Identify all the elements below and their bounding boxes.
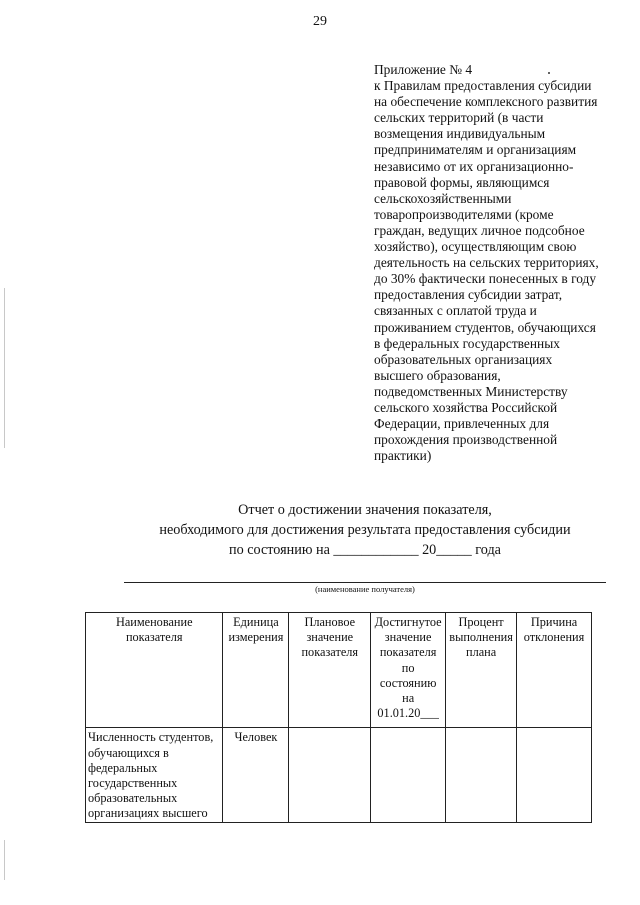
- annex-line: предоставления субсидии затрат,: [374, 287, 563, 303]
- header-percent: Процент выполнения плана: [446, 613, 517, 728]
- annex-line: Федерации, привлеченных для: [374, 416, 550, 432]
- report-title-line: необходимого для достижения результата предоставления субсидии: [159, 522, 571, 538]
- annex-line: деятельность на сельских территориях,: [374, 255, 599, 271]
- annex-line: сельских территорий (в части: [374, 110, 544, 126]
- annex-line: прохождения производственной: [374, 432, 558, 448]
- annex-line: граждан, ведущих личное подсобное: [374, 222, 585, 238]
- annex-line: связанных с оплатой труда и: [374, 303, 537, 319]
- annex-line: правовой формы, являющимся: [374, 174, 550, 190]
- annex-line: сельскохозяйственными: [374, 190, 512, 206]
- annex-title: Приложение № 4: [374, 62, 473, 77]
- annex-line: подведомственных Министерству: [374, 383, 568, 399]
- scan-edge-mark: [4, 288, 5, 448]
- annex-line: хозяйство), осуществляющим свою: [374, 239, 577, 255]
- annex-line: на обеспечение комплексного развития: [374, 94, 598, 110]
- cell-percent: [446, 728, 517, 822]
- header-achieved-value: Достигнутое значение показателя по состоянию на 01.01.20___: [371, 613, 446, 728]
- header-unit: Единица измерения: [223, 613, 289, 728]
- page-number: 29: [313, 14, 327, 29]
- cell-unit: Человек: [223, 728, 289, 822]
- annex-line: в федеральных государственных: [374, 335, 560, 351]
- annex-line: возмещения индивидуальным: [374, 126, 546, 142]
- indicator-table: [85, 612, 592, 823]
- header-planned-value: Плановое значение показателя: [289, 613, 371, 728]
- scan-edge-mark: [4, 840, 5, 880]
- cell-deviation-reason: [517, 728, 592, 822]
- recipient-caption: (наименование получателя): [315, 584, 415, 594]
- table-row: [86, 728, 592, 822]
- annex-line: к Правилам предоставления субсидии: [374, 78, 592, 94]
- annex-line: независимо от их организационно-: [374, 158, 574, 174]
- annex-line: проживанием студентов, обучающихся: [374, 319, 596, 335]
- annex-line: образовательных организациях: [374, 351, 553, 367]
- report-title-line: Отчет о достижении значения показателя,: [238, 502, 492, 518]
- annex-line: практики): [374, 448, 432, 464]
- cell-planned-value: [289, 728, 371, 822]
- cell-indicator-name: Численность студентов, обучающихся в федеральных государственных образовательных организациях высшего: [86, 728, 223, 822]
- annex-line: до 30% фактически понесенных в году: [374, 271, 597, 287]
- annex-line: товаропроизводителями (кроме: [374, 206, 554, 222]
- annex-line: сельского хозяйства Российской: [374, 399, 558, 415]
- cell-achieved-value: [371, 728, 446, 822]
- recipient-name-field: [124, 582, 606, 594]
- header-deviation-reason: Причина отклонения: [517, 613, 592, 728]
- report-date-line: по состоянию на ____________ 20_____ года: [229, 542, 501, 558]
- header-indicator-name: Наименование показателя: [86, 613, 223, 728]
- table-header-row: [86, 613, 592, 728]
- annex-header-block: [374, 62, 620, 464]
- report-title: [0, 500, 640, 560]
- annex-line: высшего образования,: [374, 367, 501, 383]
- annex-line: предпринимателям и организациям: [374, 142, 577, 158]
